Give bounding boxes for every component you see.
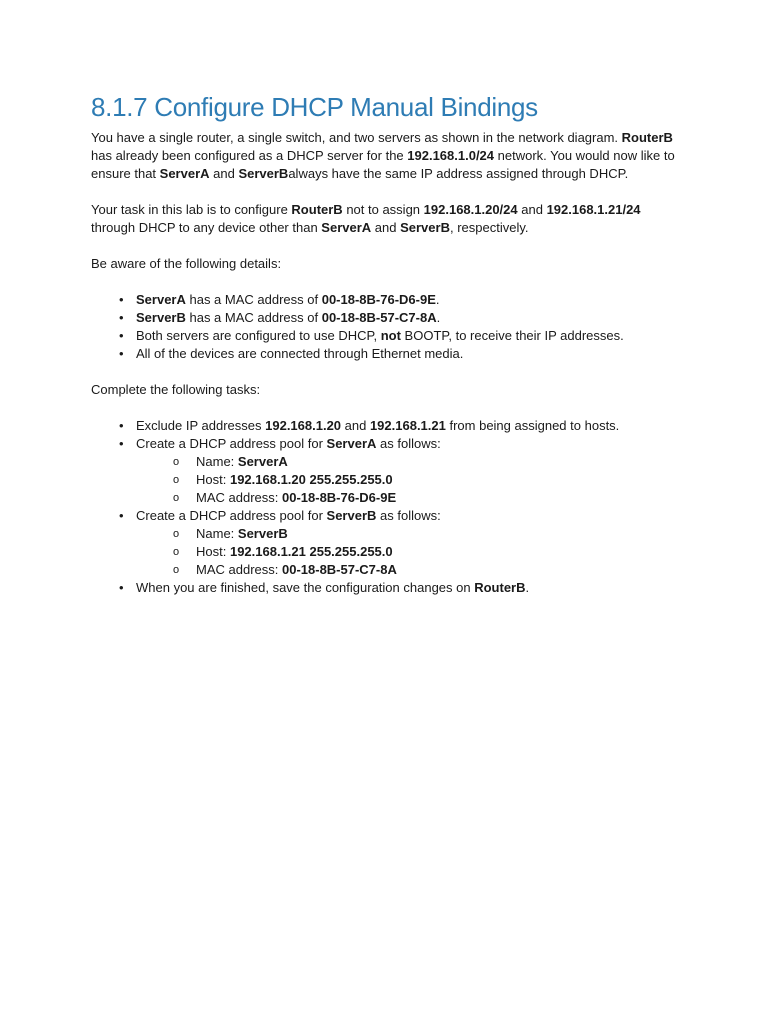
sub-item-mac: o MAC address: 00-18-8B-57-C7-8A [196, 561, 688, 579]
intro-text: has already been configured as a DHCP server for the [91, 148, 408, 163]
task-text: not to assign [342, 202, 424, 217]
details-list [91, 291, 688, 363]
task-text: and [371, 220, 401, 235]
task-item-pool-serverb: • Create a DHCP address pool for ServerB as follows: o Name: ServerB o Host: 192.168.1.21 255.255.255.0 o MAC address: 00-18-8B-57-C7-8A [136, 507, 688, 579]
task-bold: ServerB [400, 220, 450, 235]
pool-servera-sublist [136, 453, 688, 507]
task-text: through DHCP to any device other than [91, 220, 322, 235]
tasks-list [91, 417, 688, 597]
spacer [91, 399, 688, 417]
intro-text: and [209, 166, 239, 181]
intro-text: network. You would now like to ensure that [91, 148, 675, 181]
spacer [91, 363, 688, 381]
task-bold: ServerA [321, 220, 372, 235]
task-bold: 192.168.1.20/24 [423, 202, 518, 217]
aware-heading: Be aware of the following details: [91, 256, 282, 271]
intro-bold: 192.168.1.0/24 [407, 148, 495, 163]
sub-item-host: o Host: 192.168.1.21 255.255.255.0 [196, 543, 688, 561]
page-title: 8.1.7 Configure DHCP Manual Bindings [91, 92, 538, 122]
detail-item-dhcp-not-bootp: • Both servers are configured to use DHCP, not BOOTP, to receive their IP addresses. [136, 327, 688, 345]
pool-serverb-sublist [136, 525, 688, 579]
spacer [91, 237, 688, 255]
intro-bold: ServerB [238, 166, 289, 181]
sub-item-mac: o MAC address: 00-18-8B-76-D6-9E [196, 489, 688, 507]
spacer [91, 183, 688, 201]
tasks-heading: Complete the following tasks: [91, 382, 261, 397]
intro-text: always have the same IP address assigned through DHCP. [288, 166, 629, 181]
intro-paragraph [91, 129, 688, 183]
sub-item-name: o Name: ServerA [196, 453, 688, 471]
task-bold: RouterB [291, 202, 343, 217]
detail-item-serverb-mac: • ServerB has a MAC address of 00-18-8B-57-C7-8A. [136, 309, 688, 327]
spacer [91, 273, 688, 291]
sub-item-name: o Name: ServerB [196, 525, 688, 543]
task-paragraph [91, 201, 688, 237]
detail-item-servera-mac: • ServerA has a MAC address of 00-18-8B-76-D6-9E. [136, 291, 688, 309]
task-item-save: • When you are finished, save the configuration changes on RouterB. [136, 579, 688, 597]
sub-item-host: o Host: 192.168.1.20 255.255.255.0 [196, 471, 688, 489]
task-bold: 192.168.1.21/24 [546, 202, 641, 217]
intro-bold: ServerA [159, 166, 210, 181]
task-text: , respectively. [449, 220, 529, 235]
detail-item-ethernet: • All of the devices are connected through Ethernet media. [136, 345, 688, 363]
task-text: and [517, 202, 547, 217]
task-item-pool-servera: • Create a DHCP address pool for ServerA as follows: o Name: ServerA o Host: 192.168.1.20 255.255.255.0 o MAC address: 00-18-8B-76-D6-9E [136, 435, 688, 507]
intro-bold: RouterB [621, 130, 673, 145]
task-text: Your task in this lab is to configure [91, 202, 292, 217]
intro-text: You have a single router, a single switch, and two servers as shown in the network diagram. [91, 130, 622, 145]
task-item-exclude: • Exclude IP addresses 192.168.1.20 and 192.168.1.21 from being assigned to hosts. [136, 417, 688, 435]
